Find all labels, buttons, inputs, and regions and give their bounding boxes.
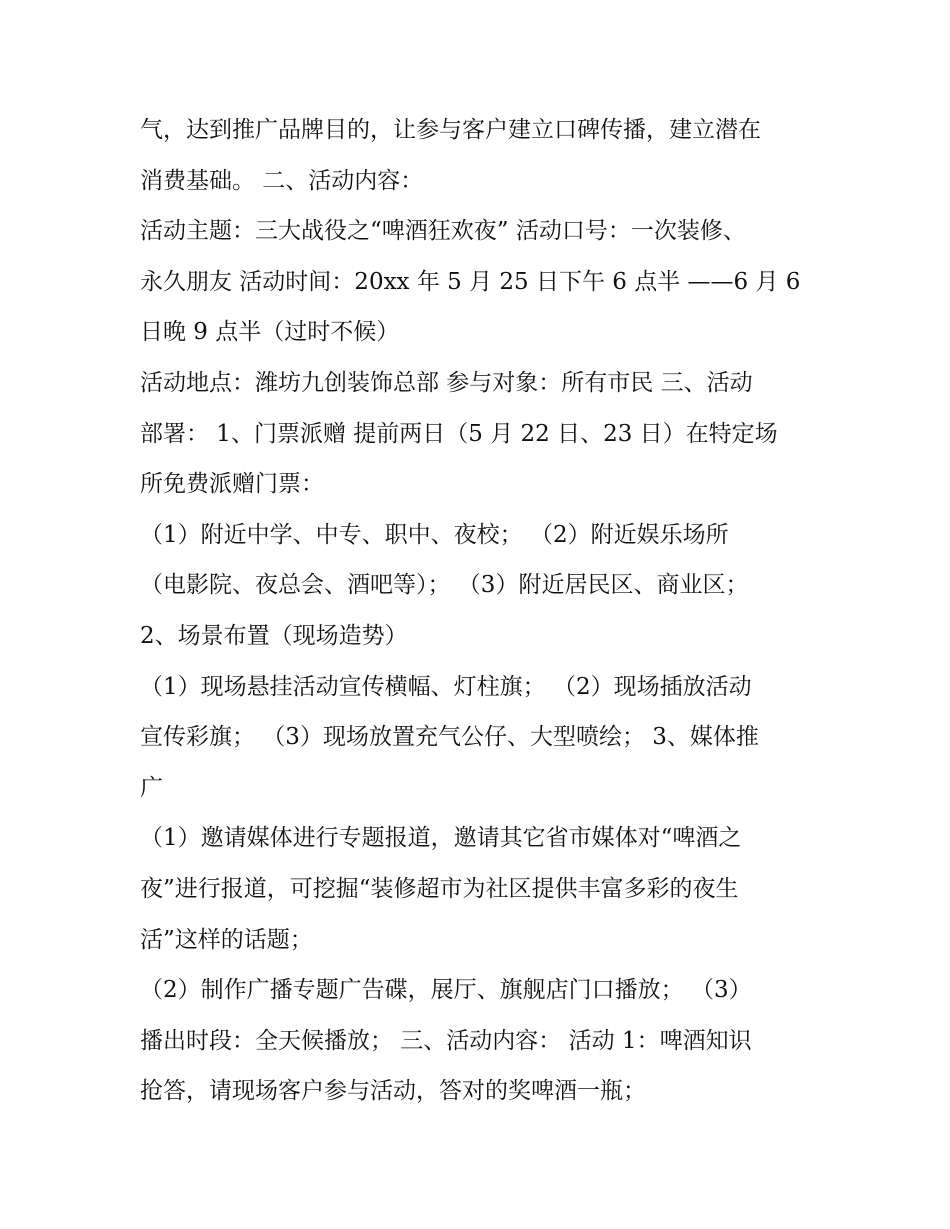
text-line: 广 <box>140 774 163 801</box>
text-line: （1）现场悬挂活动宣传横幅、灯柱旗； （2）现场插放活动 <box>140 673 752 700</box>
text-line: 活动地点：潍坊九创装饰总部 参与对象：所有市民 三、活动 <box>140 369 753 396</box>
text-line: 播出时段：全天候播放； 三、活动内容： 活动 1：啤酒知识 <box>140 1027 752 1054</box>
text-line: 日晚 9 点半（过时不候） <box>140 319 400 346</box>
text-line: 气，达到推广品牌目的，让参与客户建立口碑传播，建立潜在 <box>140 117 761 143</box>
text-line: （1）附近中学、中专、职中、夜校； （2）附近娱乐场所 <box>140 521 729 548</box>
text-line: 活动主题：三大战役之“啤酒狂欢夜” 活动口号：一次装修、 <box>140 218 746 245</box>
text-line: （2）制作广播专题广告碟，展厅、旗舰店门口播放； （3） <box>140 977 752 1004</box>
document-body <box>140 105 830 1117</box>
text-line: 活”这样的话题； <box>140 926 313 953</box>
text-line: 抢答，请现场客户参与活动，答对的奖啤酒一瓶； <box>140 1078 646 1105</box>
text-line: 夜”进行报道，可挖掘“装修超市为社区提供丰富多彩的夜生 <box>140 875 739 902</box>
text-line: 所免费派赠门票： <box>140 471 324 498</box>
text-line: 永久朋友 活动时间：20xx 年 5 月 25 日下午 6 点半 ——6 月 6 <box>140 268 801 295</box>
text-line: 消费基础。 二、活动内容： <box>140 167 424 194</box>
text-line: 宣传彩旗； （3）现场放置充气公仔、大型喷绘； 3、媒体推 <box>140 724 759 751</box>
text-line: 2、场景布置（现场造势） <box>140 622 408 649</box>
text-line: （1）邀请媒体进行专题报道，邀请其它省市媒体对“啤酒之 <box>140 825 742 852</box>
text-line: （电影院、夜总会、酒吧等）； （3）附近居民区、商业区； <box>140 572 749 599</box>
text-line: 部署： 1、门票派赠 提前两日（5 月 22 日、23 日）在特定场 <box>140 420 778 447</box>
